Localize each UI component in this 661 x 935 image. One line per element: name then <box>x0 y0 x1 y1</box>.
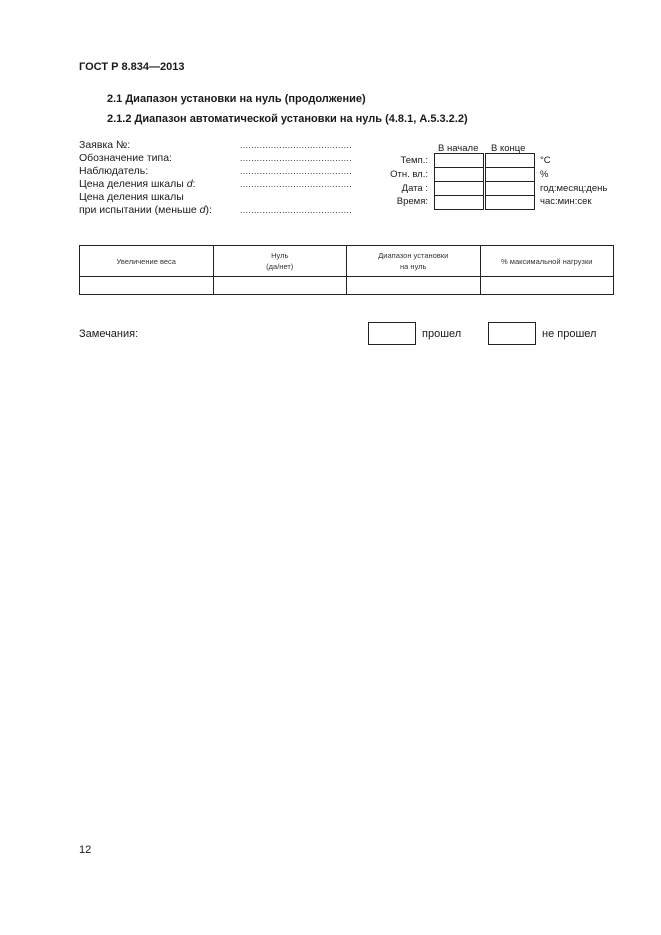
env-label-time: Время: <box>396 196 428 207</box>
field-line-observer[interactable] <box>240 166 352 176</box>
env-humidity-end[interactable] <box>485 167 535 182</box>
env-date-start[interactable] <box>434 181 484 196</box>
field-label-test-division-2: при испытании (меньше d): <box>79 204 212 216</box>
field-line-scale-division[interactable] <box>240 179 352 189</box>
table-cell-zero-range[interactable] <box>347 277 481 295</box>
env-label-date: Дата : <box>401 183 428 194</box>
table-header-weight-increase: Увеличение веса <box>80 246 214 277</box>
table-cell-weight-increase[interactable] <box>80 277 214 295</box>
zero-range-table <box>79 245 614 295</box>
subsection-title: 2.1.2 Диапазон автоматической установки на нуль (4.8.1, А.5.3.2.2) <box>107 113 468 125</box>
field-label-observer: Наблюдатель: <box>79 165 149 177</box>
passed-checkbox[interactable] <box>368 322 416 345</box>
field-label-scale-division: Цена деления шкалы d: <box>79 178 196 190</box>
env-unit-date: год:месяц:день <box>540 183 608 194</box>
table-header-row <box>80 246 614 277</box>
section-title: 2.1 Диапазон установки на нуль (продолжение) <box>107 93 366 105</box>
failed-checkbox[interactable] <box>488 322 536 345</box>
env-unit-time: час:мин:сек <box>540 196 592 207</box>
env-humidity-start[interactable] <box>434 167 484 182</box>
field-label-application: Заявка №: <box>79 139 131 151</box>
table-header-zero: Нуль (да/нет) <box>213 246 347 277</box>
field-line-test-division[interactable] <box>240 205 352 215</box>
table-row <box>80 277 614 295</box>
document-header: ГОСТ Р 8.834—2013 <box>79 61 185 73</box>
failed-label: не прошел <box>542 328 597 340</box>
env-temp-start[interactable] <box>434 153 484 168</box>
env-col-start: В начале <box>438 143 479 154</box>
env-col-end: В конце <box>491 143 526 154</box>
remarks-label: Замечания: <box>79 328 139 340</box>
page-number: 12 <box>79 844 92 856</box>
env-time-start[interactable] <box>434 195 484 210</box>
env-label-temp: Темп.: <box>400 155 428 166</box>
env-label-humidity: Отн. вл.: <box>390 169 428 180</box>
field-line-application[interactable] <box>240 140 352 150</box>
env-temp-end[interactable] <box>485 153 535 168</box>
field-line-type[interactable] <box>240 153 352 163</box>
field-label-test-division-1: Цена деления шкалы <box>79 191 184 203</box>
field-label-type: Обозначение типа: <box>79 152 172 164</box>
passed-label: прошел <box>422 328 462 340</box>
env-time-end[interactable] <box>485 195 535 210</box>
table-cell-max-load-percent[interactable] <box>480 277 614 295</box>
table-cell-zero[interactable] <box>213 277 347 295</box>
env-unit-temp: °C <box>540 155 551 166</box>
env-unit-humidity: % <box>540 169 549 180</box>
table-header-zero-range: Диапазон установки на нуль <box>347 246 481 277</box>
env-date-end[interactable] <box>485 181 535 196</box>
table-header-max-load-percent: % максимальной нагрузки <box>480 246 614 277</box>
